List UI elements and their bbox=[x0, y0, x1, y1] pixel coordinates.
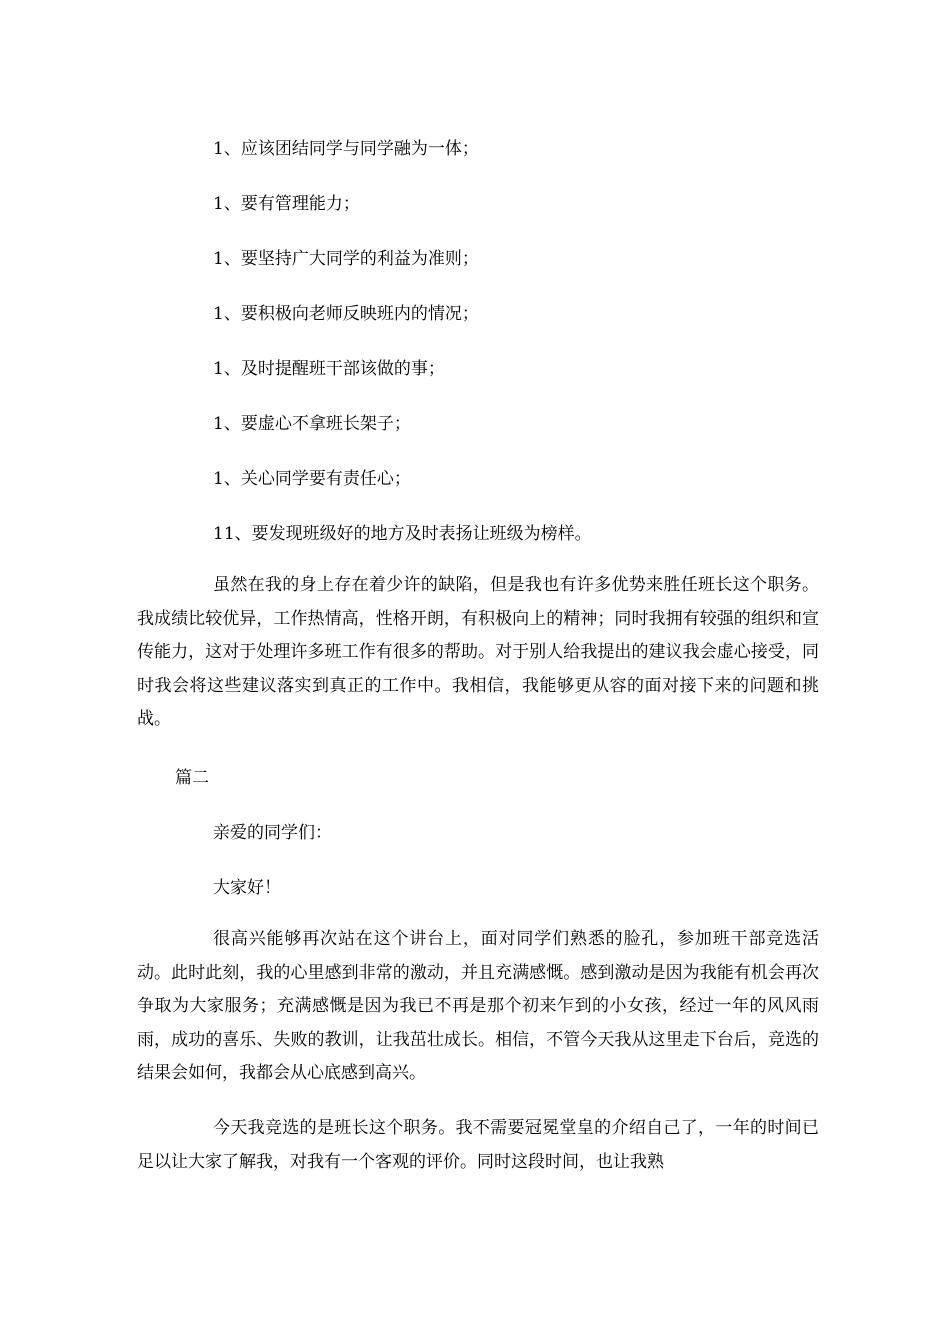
body-paragraph: 虽然在我的身上存在着少许的缺陷，但是我也有许多优势来胜任班长这个职务。我成绩比较优异，工作热情高，性格开朗，有积极向上的精神；同时我拥有较强的组织和宣传能力，这对于处理许多班工作有很多的帮助。对于别人给我提出的建议我会虚心接受，同时我会将这些建议落实到真正的工作中。我相信，我能够更从容的面对接下来的问题和挑战。 bbox=[137, 575, 819, 729]
list-item: 1、关心同学要有责任心； bbox=[213, 469, 411, 489]
list-item: 11、要发现班级好的地方及时表扬让班级为榜样。 bbox=[213, 524, 592, 544]
list-item: 1、要坚持广大同学的利益为准则； bbox=[213, 249, 479, 269]
list-item: 1、及时提醒班干部该做的事； bbox=[213, 359, 445, 379]
body-paragraph: 很高兴能够再次站在这个讲台上，面对同学们熟悉的脸孔，参加班干部竞选活动。此时此刻，我的心里感到非常的激动，并且充满感慨。感到激动是因为我能有机会再次争取为大家服务；充满感慨是因为我已不再是那个初来乍到的小女孩，经过一年的风风雨雨，成功的喜乐、失败的教训，让我茁壮成长。相信，不管今天我从这里走下台后，竞选的结果会如何，我都会从心底感到高兴。 bbox=[137, 929, 819, 1083]
section-heading: 篇二 bbox=[175, 768, 209, 788]
list-item: 1、要有管理能力； bbox=[213, 194, 360, 214]
salutation: 亲爱的同学们： bbox=[213, 823, 332, 843]
list-item: 1、要虚心不拿班长架子； bbox=[213, 414, 411, 434]
greeting: 大家好！ bbox=[213, 878, 281, 898]
body-paragraph: 今天我竞选的是班长这个职务。我不需要冠冕堂皇的介绍自己了，一年的时间已足以让大家了解我，对我有一个客观的评价。同时这段时间，也让我熟 bbox=[137, 1118, 819, 1172]
list-item: 1、要积极向老师反映班内的情况； bbox=[213, 304, 479, 324]
list-item: 1、应该团结同学与同学融为一体； bbox=[213, 139, 479, 159]
